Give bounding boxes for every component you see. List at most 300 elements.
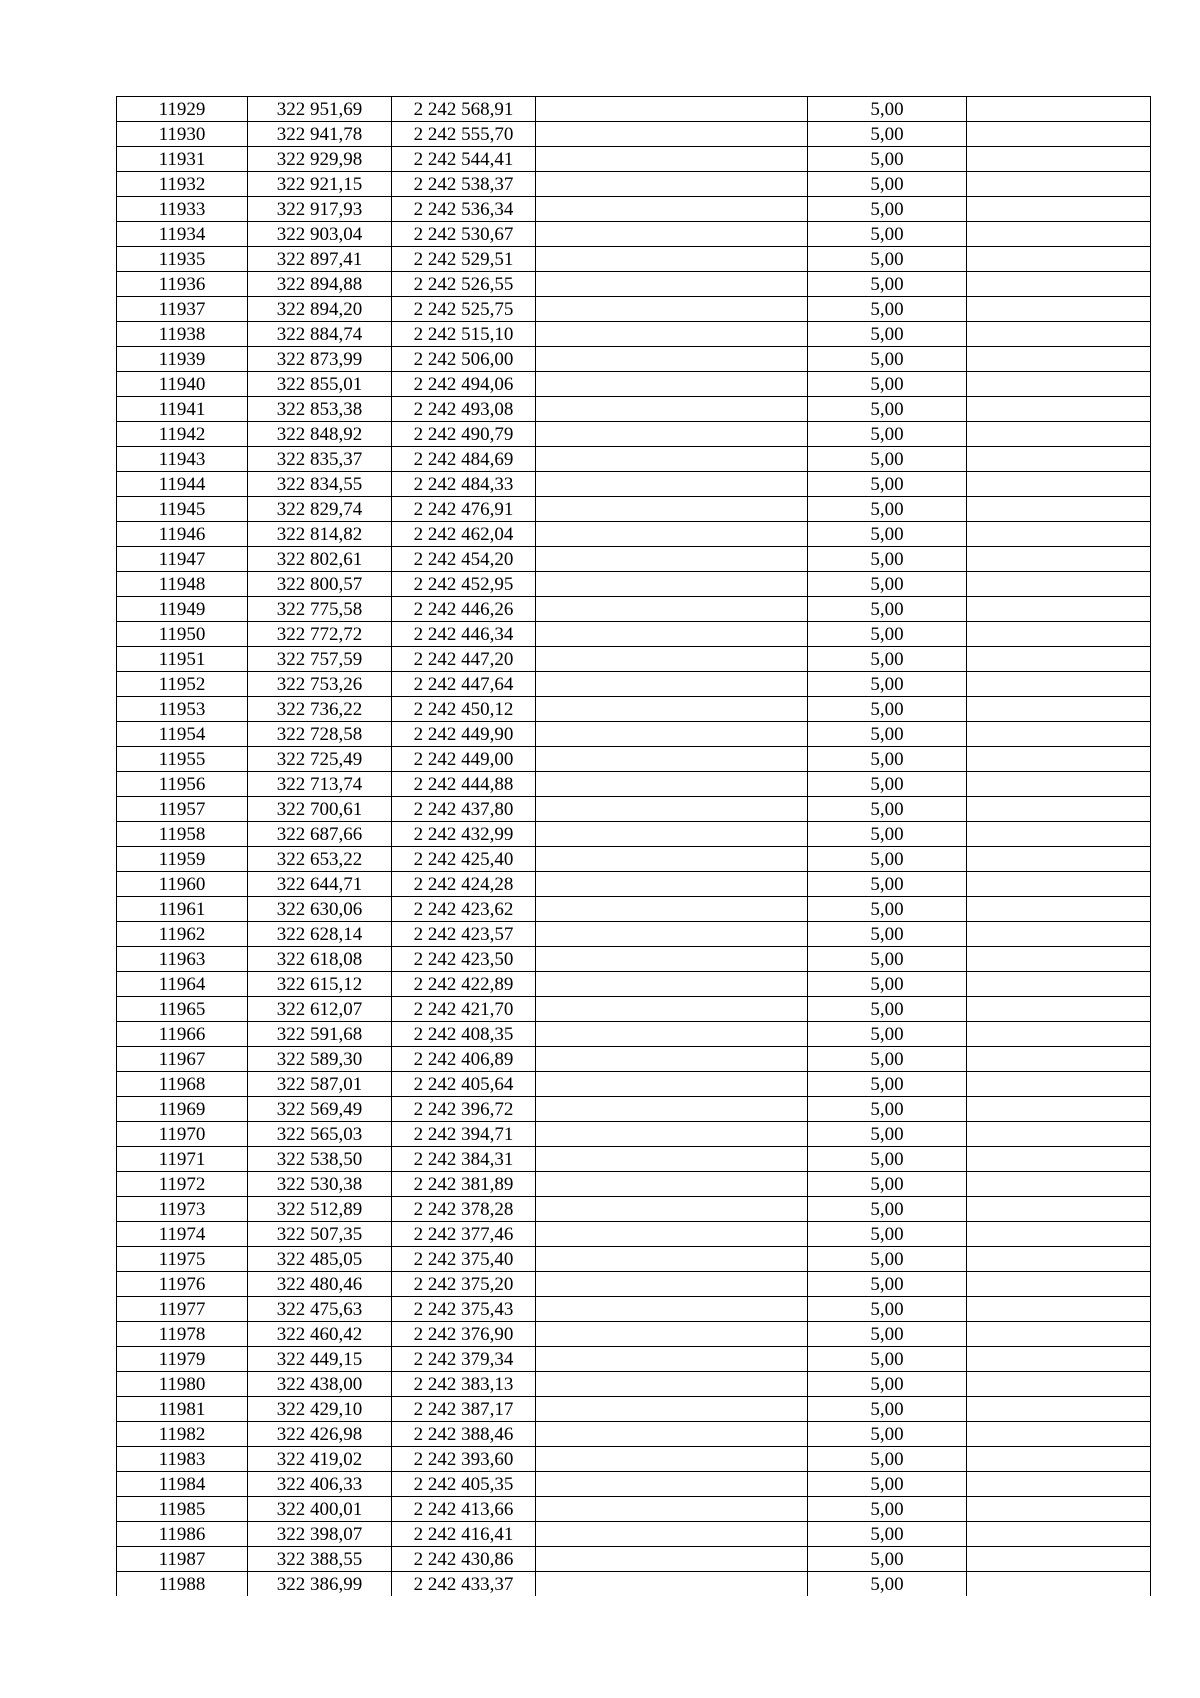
empty-cell [967, 972, 1151, 997]
point-number-cell: 11965 [117, 997, 248, 1022]
y-coordinate-cell: 2 242 424,28 [392, 872, 536, 897]
empty-cell [967, 997, 1151, 1022]
empty-cell [967, 747, 1151, 772]
value-cell: 5,00 [808, 1547, 967, 1572]
x-coordinate-cell: 322 921,15 [248, 172, 392, 197]
empty-cell [536, 672, 808, 697]
y-coordinate-cell: 2 242 476,91 [392, 497, 536, 522]
table-row [117, 922, 1151, 947]
point-number-cell: 11967 [117, 1047, 248, 1072]
x-coordinate-cell: 322 587,01 [248, 1072, 392, 1097]
point-number-cell: 11954 [117, 722, 248, 747]
y-coordinate-cell: 2 242 383,13 [392, 1372, 536, 1397]
empty-cell [536, 1422, 808, 1447]
point-number-cell: 11972 [117, 1172, 248, 1197]
value-cell: 5,00 [808, 1222, 967, 1247]
value-cell: 5,00 [808, 1422, 967, 1447]
empty-cell [536, 747, 808, 772]
point-number-cell: 11981 [117, 1397, 248, 1422]
y-coordinate-cell: 2 242 452,95 [392, 572, 536, 597]
empty-cell [967, 1047, 1151, 1072]
value-cell: 5,00 [808, 922, 967, 947]
empty-cell [536, 822, 808, 847]
x-coordinate-cell: 322 829,74 [248, 497, 392, 522]
point-number-cell: 11933 [117, 197, 248, 222]
y-coordinate-cell: 2 242 388,46 [392, 1422, 536, 1447]
point-number-cell: 11964 [117, 972, 248, 997]
x-coordinate-cell: 322 612,07 [248, 997, 392, 1022]
value-cell: 5,00 [808, 797, 967, 822]
y-coordinate-cell: 2 242 433,37 [392, 1572, 536, 1597]
y-coordinate-cell: 2 242 538,37 [392, 172, 536, 197]
value-cell: 5,00 [808, 822, 967, 847]
table-row [117, 197, 1151, 222]
empty-cell [967, 322, 1151, 347]
table-row [117, 522, 1151, 547]
value-cell: 5,00 [808, 972, 967, 997]
value-cell: 5,00 [808, 647, 967, 672]
table-row [117, 1447, 1151, 1472]
table-row [117, 1397, 1151, 1422]
point-number-cell: 11979 [117, 1347, 248, 1372]
empty-cell [967, 1497, 1151, 1522]
y-coordinate-cell: 2 242 446,26 [392, 597, 536, 622]
y-coordinate-cell: 2 242 425,40 [392, 847, 536, 872]
point-number-cell: 11969 [117, 1097, 248, 1122]
x-coordinate-cell: 322 589,30 [248, 1047, 392, 1072]
x-coordinate-cell: 322 713,74 [248, 772, 392, 797]
y-coordinate-cell: 2 242 529,51 [392, 247, 536, 272]
point-number-cell: 11987 [117, 1547, 248, 1572]
empty-cell [536, 1072, 808, 1097]
empty-cell [536, 147, 808, 172]
empty-cell [967, 1247, 1151, 1272]
table-row [117, 322, 1151, 347]
y-coordinate-cell: 2 242 454,20 [392, 547, 536, 572]
x-coordinate-cell: 322 507,35 [248, 1222, 392, 1247]
value-cell: 5,00 [808, 697, 967, 722]
empty-cell [967, 847, 1151, 872]
point-number-cell: 11930 [117, 122, 248, 147]
y-coordinate-cell: 2 242 405,35 [392, 1472, 536, 1497]
x-coordinate-cell: 322 386,99 [248, 1572, 392, 1597]
point-number-cell: 11977 [117, 1297, 248, 1322]
x-coordinate-cell: 322 438,00 [248, 1372, 392, 1397]
empty-cell [967, 722, 1151, 747]
table-row [117, 297, 1151, 322]
point-number-cell: 11943 [117, 447, 248, 472]
value-cell: 5,00 [808, 747, 967, 772]
point-number-cell: 11956 [117, 772, 248, 797]
table-row [117, 222, 1151, 247]
table-row [117, 822, 1151, 847]
empty-cell [967, 197, 1151, 222]
empty-cell [967, 372, 1151, 397]
empty-cell [536, 797, 808, 822]
value-cell: 5,00 [808, 722, 967, 747]
table-row [117, 1147, 1151, 1172]
empty-cell [967, 772, 1151, 797]
x-coordinate-cell: 322 903,04 [248, 222, 392, 247]
value-cell: 5,00 [808, 1147, 967, 1172]
empty-cell [536, 597, 808, 622]
point-number-cell: 11960 [117, 872, 248, 897]
table-row [117, 1247, 1151, 1272]
point-number-cell: 11968 [117, 1072, 248, 1097]
x-coordinate-cell: 322 848,92 [248, 422, 392, 447]
empty-cell [967, 1222, 1151, 1247]
point-number-cell: 11973 [117, 1197, 248, 1222]
x-coordinate-cell: 322 736,22 [248, 697, 392, 722]
value-cell: 5,00 [808, 122, 967, 147]
empty-cell [536, 1122, 808, 1147]
point-number-cell: 11942 [117, 422, 248, 447]
empty-cell [967, 1072, 1151, 1097]
empty-cell [536, 647, 808, 672]
empty-cell [967, 97, 1151, 122]
x-coordinate-cell: 322 835,37 [248, 447, 392, 472]
point-number-cell: 11949 [117, 597, 248, 622]
table-row [117, 472, 1151, 497]
y-coordinate-cell: 2 242 490,79 [392, 422, 536, 447]
empty-cell [536, 972, 808, 997]
point-number-cell: 11940 [117, 372, 248, 397]
value-cell: 5,00 [808, 1122, 967, 1147]
point-number-cell: 11971 [117, 1147, 248, 1172]
point-number-cell: 11936 [117, 272, 248, 297]
table-row [117, 1372, 1151, 1397]
value-cell: 5,00 [808, 872, 967, 897]
y-coordinate-cell: 2 242 447,20 [392, 647, 536, 672]
coordinates-table [116, 96, 1151, 1596]
table-row [117, 772, 1151, 797]
y-coordinate-cell: 2 242 375,43 [392, 1297, 536, 1322]
x-coordinate-cell: 322 728,58 [248, 722, 392, 747]
empty-cell [536, 347, 808, 372]
y-coordinate-cell: 2 242 430,86 [392, 1547, 536, 1572]
value-cell: 5,00 [808, 847, 967, 872]
empty-cell [536, 572, 808, 597]
x-coordinate-cell: 322 917,93 [248, 197, 392, 222]
table-row [117, 997, 1151, 1022]
x-coordinate-cell: 322 480,46 [248, 1272, 392, 1297]
table-row [117, 347, 1151, 372]
empty-cell [967, 897, 1151, 922]
empty-cell [967, 1197, 1151, 1222]
table-row [117, 1197, 1151, 1222]
table-row [117, 1347, 1151, 1372]
y-coordinate-cell: 2 242 423,57 [392, 922, 536, 947]
empty-cell [536, 522, 808, 547]
point-number-cell: 11961 [117, 897, 248, 922]
y-coordinate-cell: 2 242 506,00 [392, 347, 536, 372]
y-coordinate-cell: 2 242 406,89 [392, 1047, 536, 1072]
empty-cell [536, 1272, 808, 1297]
table-row [117, 1022, 1151, 1047]
empty-cell [536, 1322, 808, 1347]
empty-cell [536, 1397, 808, 1422]
value-cell: 5,00 [808, 1397, 967, 1422]
empty-cell [967, 422, 1151, 447]
empty-cell [536, 772, 808, 797]
x-coordinate-cell: 322 591,68 [248, 1022, 392, 1047]
value-cell: 5,00 [808, 1522, 967, 1547]
empty-cell [536, 372, 808, 397]
empty-cell [536, 1197, 808, 1222]
point-number-cell: 11983 [117, 1447, 248, 1472]
empty-cell [536, 872, 808, 897]
empty-cell [967, 1322, 1151, 1347]
y-coordinate-cell: 2 242 493,08 [392, 397, 536, 422]
value-cell: 5,00 [808, 547, 967, 572]
point-number-cell: 11951 [117, 647, 248, 672]
x-coordinate-cell: 322 485,05 [248, 1247, 392, 1272]
empty-cell [536, 472, 808, 497]
x-coordinate-cell: 322 475,63 [248, 1297, 392, 1322]
table-row [117, 547, 1151, 572]
empty-cell [967, 872, 1151, 897]
value-cell: 5,00 [808, 322, 967, 347]
y-coordinate-cell: 2 242 423,50 [392, 947, 536, 972]
y-coordinate-cell: 2 242 379,34 [392, 1347, 536, 1372]
point-number-cell: 11947 [117, 547, 248, 572]
value-cell: 5,00 [808, 97, 967, 122]
empty-cell [536, 722, 808, 747]
empty-cell [967, 522, 1151, 547]
x-coordinate-cell: 322 398,07 [248, 1522, 392, 1547]
empty-cell [967, 397, 1151, 422]
empty-cell [967, 1172, 1151, 1197]
table-row [117, 1072, 1151, 1097]
empty-cell [536, 847, 808, 872]
point-number-cell: 11948 [117, 572, 248, 597]
point-number-cell: 11952 [117, 672, 248, 697]
point-number-cell: 11934 [117, 222, 248, 247]
empty-cell [967, 222, 1151, 247]
table-row [117, 1172, 1151, 1197]
empty-cell [967, 497, 1151, 522]
value-cell: 5,00 [808, 297, 967, 322]
empty-cell [536, 1572, 808, 1597]
value-cell: 5,00 [808, 1572, 967, 1597]
y-coordinate-cell: 2 242 393,60 [392, 1447, 536, 1472]
value-cell: 5,00 [808, 1197, 967, 1222]
x-coordinate-cell: 322 538,50 [248, 1147, 392, 1172]
empty-cell [967, 1147, 1151, 1172]
x-coordinate-cell: 322 802,61 [248, 547, 392, 572]
table-row [117, 572, 1151, 597]
table-row [117, 1322, 1151, 1347]
value-cell: 5,00 [808, 672, 967, 697]
value-cell: 5,00 [808, 772, 967, 797]
empty-cell [967, 447, 1151, 472]
point-number-cell: 11982 [117, 1422, 248, 1447]
x-coordinate-cell: 322 644,71 [248, 872, 392, 897]
empty-cell [536, 397, 808, 422]
empty-cell [536, 622, 808, 647]
empty-cell [967, 547, 1151, 572]
table-row [117, 1572, 1151, 1597]
point-number-cell: 11931 [117, 147, 248, 172]
x-coordinate-cell: 322 941,78 [248, 122, 392, 147]
point-number-cell: 11957 [117, 797, 248, 822]
value-cell: 5,00 [808, 1347, 967, 1372]
y-coordinate-cell: 2 242 446,34 [392, 622, 536, 647]
empty-cell [967, 922, 1151, 947]
table-row [117, 172, 1151, 197]
x-coordinate-cell: 322 406,33 [248, 1472, 392, 1497]
empty-cell [536, 1447, 808, 1472]
empty-cell [967, 572, 1151, 597]
empty-cell [967, 1547, 1151, 1572]
empty-cell [967, 622, 1151, 647]
x-coordinate-cell: 322 800,57 [248, 572, 392, 597]
empty-cell [536, 497, 808, 522]
point-number-cell: 11978 [117, 1322, 248, 1347]
y-coordinate-cell: 2 242 394,71 [392, 1122, 536, 1147]
y-coordinate-cell: 2 242 555,70 [392, 122, 536, 147]
empty-cell [967, 122, 1151, 147]
x-coordinate-cell: 322 449,15 [248, 1347, 392, 1372]
empty-cell [536, 1297, 808, 1322]
point-number-cell: 11984 [117, 1472, 248, 1497]
point-number-cell: 11939 [117, 347, 248, 372]
empty-cell [536, 1347, 808, 1372]
point-number-cell: 11941 [117, 397, 248, 422]
empty-cell [536, 197, 808, 222]
empty-cell [967, 172, 1151, 197]
table-row [117, 1222, 1151, 1247]
table-row [117, 722, 1151, 747]
empty-cell [536, 1022, 808, 1047]
point-number-cell: 11966 [117, 1022, 248, 1047]
value-cell: 5,00 [808, 1497, 967, 1522]
x-coordinate-cell: 322 725,49 [248, 747, 392, 772]
x-coordinate-cell: 322 853,38 [248, 397, 392, 422]
y-coordinate-cell: 2 242 423,62 [392, 897, 536, 922]
value-cell: 5,00 [808, 472, 967, 497]
table-row [117, 247, 1151, 272]
y-coordinate-cell: 2 242 525,75 [392, 297, 536, 322]
x-coordinate-cell: 322 772,72 [248, 622, 392, 647]
x-coordinate-cell: 322 569,49 [248, 1097, 392, 1122]
x-coordinate-cell: 322 426,98 [248, 1422, 392, 1447]
x-coordinate-cell: 322 429,10 [248, 1397, 392, 1422]
table-row [117, 272, 1151, 297]
empty-cell [536, 447, 808, 472]
value-cell: 5,00 [808, 447, 967, 472]
y-coordinate-cell: 2 242 449,00 [392, 747, 536, 772]
table-row [117, 847, 1151, 872]
y-coordinate-cell: 2 242 408,35 [392, 1022, 536, 1047]
y-coordinate-cell: 2 242 421,70 [392, 997, 536, 1022]
y-coordinate-cell: 2 242 375,40 [392, 1247, 536, 1272]
value-cell: 5,00 [808, 247, 967, 272]
empty-cell [536, 97, 808, 122]
value-cell: 5,00 [808, 172, 967, 197]
x-coordinate-cell: 322 565,03 [248, 1122, 392, 1147]
table-row [117, 797, 1151, 822]
x-coordinate-cell: 322 630,06 [248, 897, 392, 922]
empty-cell [536, 922, 808, 947]
empty-cell [967, 147, 1151, 172]
value-cell: 5,00 [808, 1022, 967, 1047]
value-cell: 5,00 [808, 1472, 967, 1497]
value-cell: 5,00 [808, 397, 967, 422]
table-row [117, 897, 1151, 922]
empty-cell [967, 1397, 1151, 1422]
point-number-cell: 11946 [117, 522, 248, 547]
value-cell: 5,00 [808, 372, 967, 397]
y-coordinate-cell: 2 242 378,28 [392, 1197, 536, 1222]
value-cell: 5,00 [808, 1247, 967, 1272]
value-cell: 5,00 [808, 622, 967, 647]
x-coordinate-cell: 322 884,74 [248, 322, 392, 347]
y-coordinate-cell: 2 242 444,88 [392, 772, 536, 797]
empty-cell [536, 272, 808, 297]
empty-cell [536, 1472, 808, 1497]
empty-cell [536, 222, 808, 247]
empty-cell [967, 647, 1151, 672]
empty-cell [536, 1047, 808, 1072]
point-number-cell: 11929 [117, 97, 248, 122]
y-coordinate-cell: 2 242 484,33 [392, 472, 536, 497]
table-row [117, 147, 1151, 172]
x-coordinate-cell: 322 894,20 [248, 297, 392, 322]
x-coordinate-cell: 322 873,99 [248, 347, 392, 372]
empty-cell [536, 122, 808, 147]
y-coordinate-cell: 2 242 450,12 [392, 697, 536, 722]
empty-cell [967, 1522, 1151, 1547]
x-coordinate-cell: 322 700,61 [248, 797, 392, 822]
empty-cell [967, 1097, 1151, 1122]
table-row [117, 872, 1151, 897]
empty-cell [536, 1372, 808, 1397]
x-coordinate-cell: 322 653,22 [248, 847, 392, 872]
x-coordinate-cell: 322 400,01 [248, 1497, 392, 1522]
point-number-cell: 11970 [117, 1122, 248, 1147]
empty-cell [967, 1347, 1151, 1372]
empty-cell [536, 1522, 808, 1547]
point-number-cell: 11937 [117, 297, 248, 322]
table-row [117, 1547, 1151, 1572]
y-coordinate-cell: 2 242 536,34 [392, 197, 536, 222]
empty-cell [967, 1297, 1151, 1322]
value-cell: 5,00 [808, 947, 967, 972]
value-cell: 5,00 [808, 572, 967, 597]
value-cell: 5,00 [808, 997, 967, 1022]
table-row [117, 1272, 1151, 1297]
empty-cell [967, 1372, 1151, 1397]
value-cell: 5,00 [808, 1072, 967, 1097]
y-coordinate-cell: 2 242 544,41 [392, 147, 536, 172]
point-number-cell: 11945 [117, 497, 248, 522]
table-row [117, 1297, 1151, 1322]
empty-cell [536, 547, 808, 572]
empty-cell [536, 697, 808, 722]
y-coordinate-cell: 2 242 526,55 [392, 272, 536, 297]
point-number-cell: 11974 [117, 1222, 248, 1247]
empty-cell [536, 172, 808, 197]
y-coordinate-cell: 2 242 462,04 [392, 522, 536, 547]
empty-cell [536, 1097, 808, 1122]
table-row [117, 972, 1151, 997]
y-coordinate-cell: 2 242 377,46 [392, 1222, 536, 1247]
empty-cell [536, 1172, 808, 1197]
empty-cell [967, 297, 1151, 322]
table-row [117, 1122, 1151, 1147]
x-coordinate-cell: 322 897,41 [248, 247, 392, 272]
